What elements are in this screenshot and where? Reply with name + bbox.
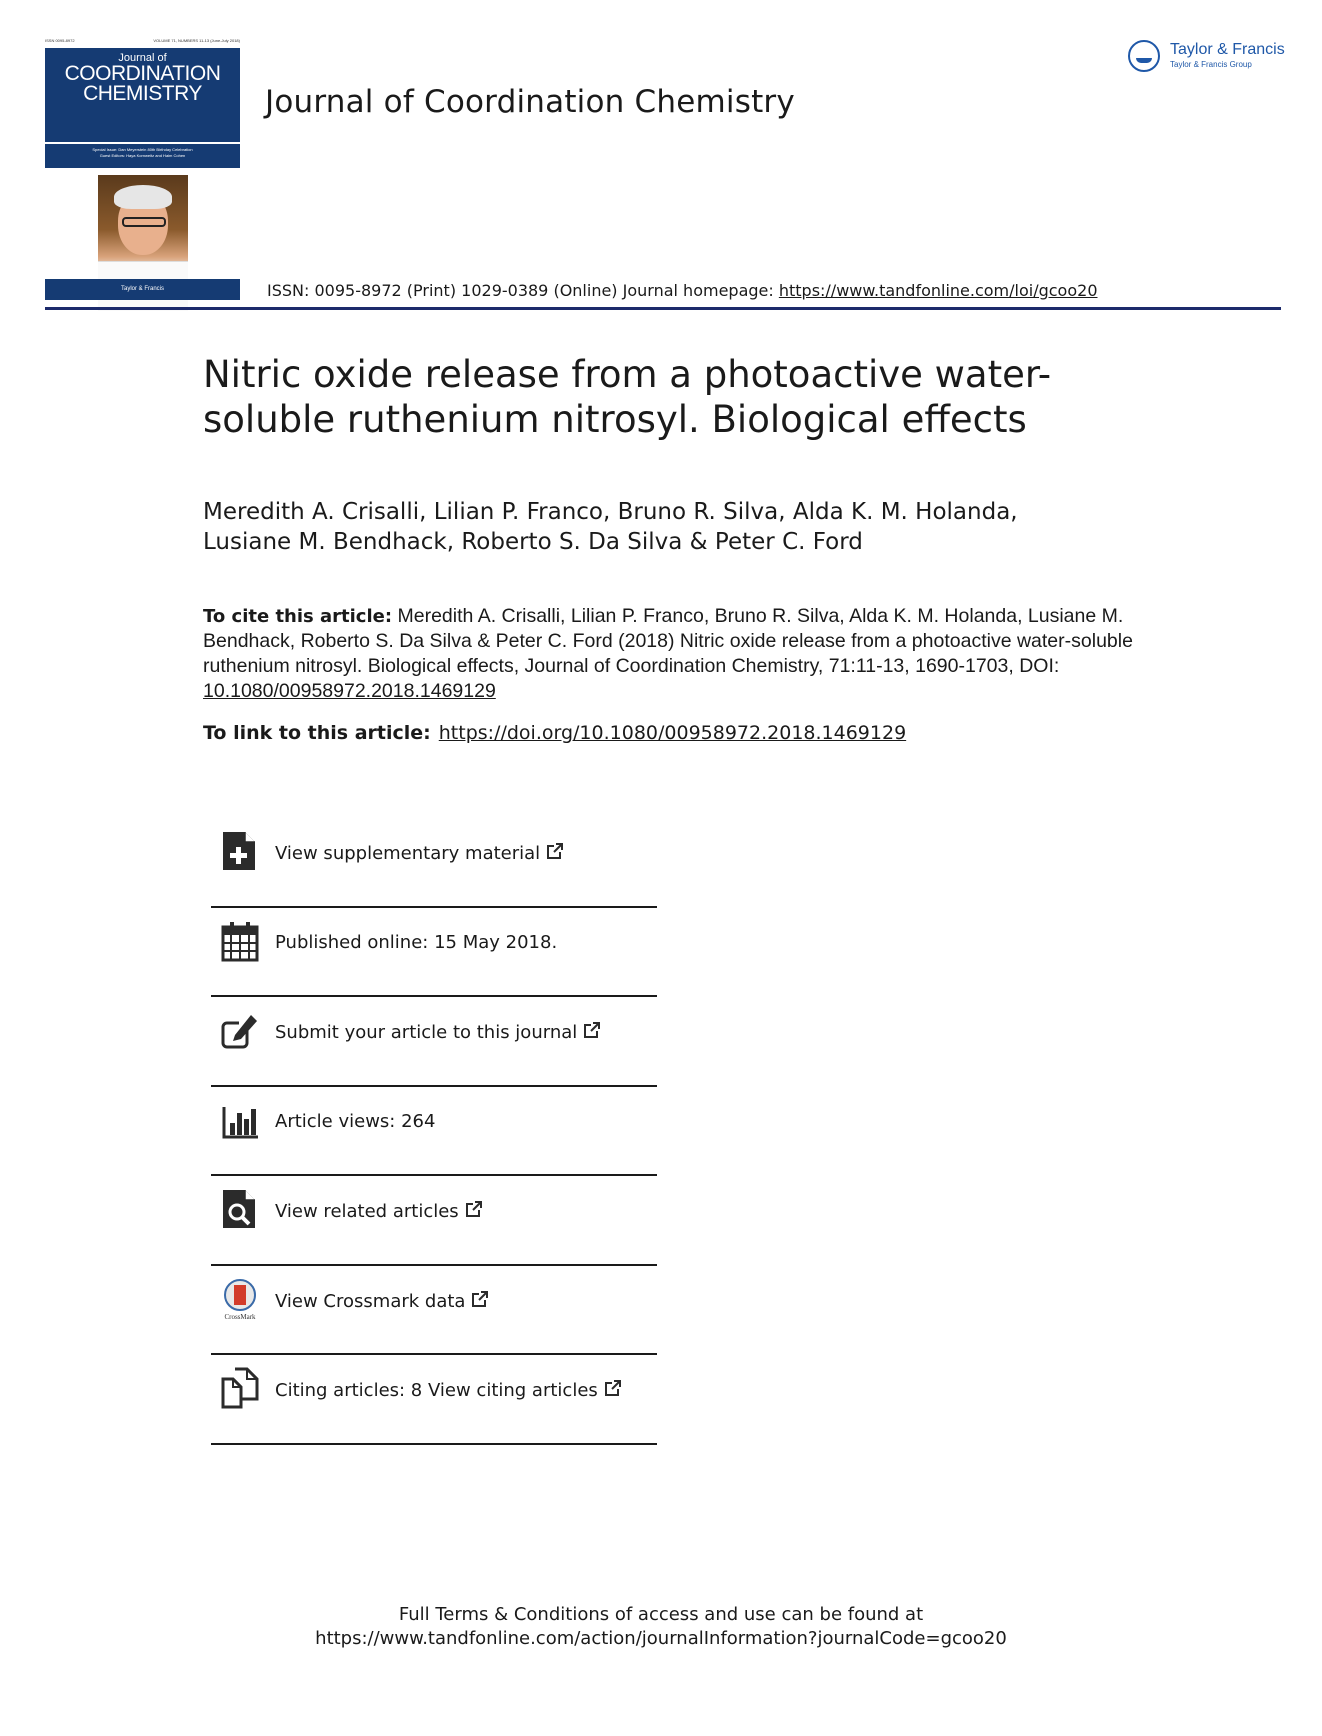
cover-name-line1: COORDINATION	[64, 62, 221, 85]
authors-line-2: Lusiane M. Bendhack, Roberto S. Da Silva & Peter C. Ford	[203, 529, 863, 555]
file-plus-icon	[221, 830, 259, 872]
cite-doi-link[interactable]: 10.1080/00958972.2018.1469129	[203, 680, 496, 702]
external-link-icon	[465, 1200, 483, 1218]
issn-line	[267, 281, 1098, 300]
cover-special-issue-title: Special Issue: Dan Meyerstein 80th Birthday Celebration	[92, 147, 193, 152]
submit-article-item[interactable]	[211, 997, 657, 1087]
terms-line-1: Full Terms & Conditions of access and use can be found at	[398, 1604, 924, 1625]
external-link-icon	[604, 1379, 622, 1397]
journal-homepage-link[interactable]: https://www.tandfonline.com/loi/gcoo20	[778, 281, 1098, 300]
citing-articles-item[interactable]	[211, 1355, 657, 1445]
citing-articles-label: Citing articles: 8 View citing articles	[275, 1380, 598, 1401]
article-authors	[203, 497, 1153, 557]
journal-title: Journal of Coordination Chemistry	[265, 84, 795, 120]
crossmark-label: View Crossmark data	[275, 1290, 466, 1312]
cite-text: Meredith A. Crisalli, Lilian P. Franco, Bruno R. Silva, Alda K. M. Holanda, Lusiane M. Bendhack, Roberto S. Da Silva & Peter C. Ford (2018) Nitric oxide release from a photoactive water-soluble ruthenium nitrosyl. Biological effects, Journal of Coordination Chemistry, 71:11-13, 1690-1703, DOI:	[203, 605, 1133, 677]
cite-label: To cite this article:	[203, 606, 393, 627]
article-title: Nitric oxide release from a photoactive water-soluble ruthenium nitrosyl. Biological effects	[203, 353, 1052, 441]
crossmark-item[interactable]	[211, 1266, 657, 1356]
lamp-icon	[1128, 40, 1160, 72]
article-views-item	[211, 1087, 657, 1177]
publisher-group: Taylor & Francis Group	[1170, 60, 1252, 69]
external-link-icon	[471, 1290, 489, 1308]
portrait-hair	[114, 185, 172, 209]
article-views-label: Article views: 264	[275, 1110, 436, 1132]
bar-chart-icon	[221, 1099, 259, 1141]
external-link-icon	[546, 842, 564, 860]
terms-line-2[interactable]: https://www.tandfonline.com/action/journalInformation?journalCode=gcoo20	[315, 1628, 1007, 1649]
portrait-glasses	[122, 217, 166, 227]
external-link-icon	[583, 1021, 601, 1039]
terms-footer	[0, 1603, 1322, 1651]
supplementary-material-item[interactable]	[211, 818, 657, 908]
link-label: To link to this article:	[203, 722, 431, 744]
cover-guest-editors: Guest Editors: Haya Kornweitz and Haim Cohen	[99, 153, 186, 158]
cover-journal-of: Journal of	[118, 52, 167, 64]
citation-block	[203, 604, 1143, 704]
submit-article-label: Submit your article to this journal	[275, 1022, 578, 1043]
cover-volume: VOLUME 71, NUMBERS 11-13 (June-July 2018)	[153, 38, 240, 43]
journal-cover	[45, 38, 240, 300]
copy-icon	[221, 1367, 259, 1409]
cover-special-issue	[45, 144, 240, 168]
authors-line-1: Meredith A. Crisalli, Lilian P. Franco, Bruno R. Silva, Alda K. M. Holanda,	[203, 499, 1018, 525]
related-articles-label: View related articles	[275, 1201, 459, 1222]
issn-text: ISSN: 0095-8972 (Print) 1029-0389 (Online) Journal homepage:	[267, 281, 779, 300]
article-link-line	[203, 722, 906, 744]
cover-title-band	[45, 48, 240, 142]
article-doi-link[interactable]: https://doi.org/10.1080/00958972.2018.1469129	[438, 722, 907, 744]
related-articles-item[interactable]	[211, 1176, 657, 1266]
crossmark-logo-text: CrossMark	[224, 1312, 256, 1320]
taylor-francis-logo[interactable]	[1128, 38, 1288, 78]
edit-icon	[221, 1009, 259, 1051]
publisher-name: Taylor & Francis	[1170, 41, 1285, 58]
header-divider	[45, 307, 1281, 310]
cover-publisher: Taylor & Francis	[45, 279, 240, 300]
file-search-icon	[221, 1188, 259, 1230]
published-online-item	[211, 908, 657, 998]
published-online-label: Published online: 15 May 2018.	[275, 931, 558, 953]
cover-issn: ISSN 0095-8972	[45, 38, 75, 43]
calendar-icon	[221, 920, 259, 962]
cover-top-line	[45, 38, 240, 46]
article-info-list	[211, 818, 657, 1445]
cover-name-line2: CHEMISTRY	[83, 82, 202, 105]
supplementary-label: View supplementary material	[275, 843, 541, 864]
crossmark-icon	[221, 1278, 259, 1320]
